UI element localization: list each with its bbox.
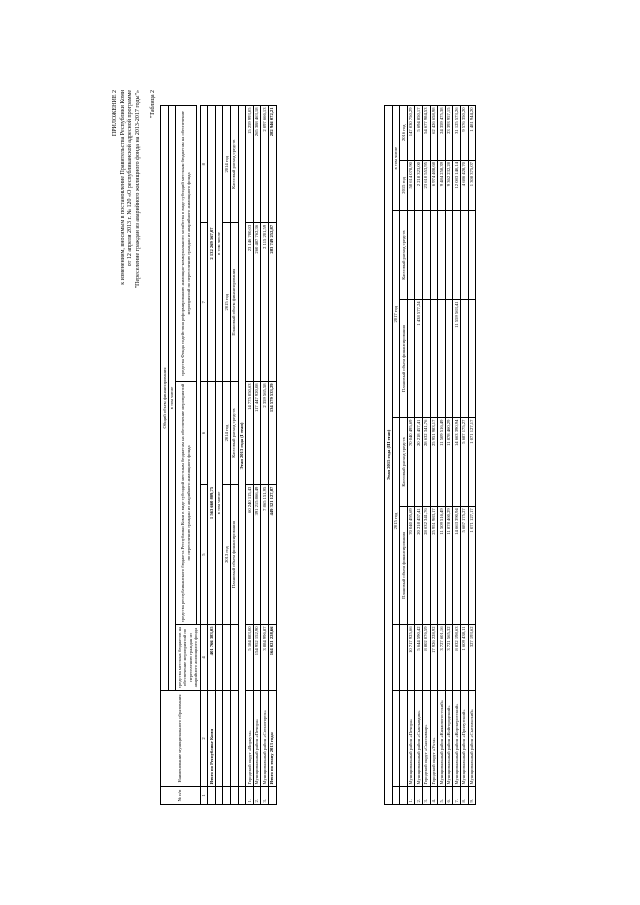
total-c13: 134 579 533,29 — [268, 381, 276, 484]
year-2015: 2015 год — [392, 418, 400, 625]
table-row — [430, 106, 438, 805]
num-4: 4 — [200, 625, 208, 691]
cell-p14: 23 146 700,03 — [246, 223, 254, 382]
num-1: 1 — [200, 787, 208, 805]
col-no: № п/п — [161, 787, 201, 805]
cell-p15: 11 509 516,49 — [438, 506, 446, 624]
cell-p15: 28 632 341,76 — [422, 506, 430, 624]
table-row — [415, 106, 423, 805]
total-name: Итого по этапу 2013 года: — [268, 691, 276, 787]
cell-c15: 1 071 127,17 — [468, 418, 476, 507]
cell-c13: 117 447 920,08 — [253, 381, 261, 484]
cash-header: Кассовый расход средств — [230, 381, 238, 484]
cell-name: Городской округ «Воркута» — [246, 691, 254, 787]
cell-p15: 11 878 460,29 — [445, 506, 453, 624]
finance-table-stage-2015 — [384, 105, 476, 805]
cell-c15: 70 040 495,69 — [407, 418, 415, 507]
cell-pA: 9 362 232,28 — [445, 160, 453, 211]
cell-c15: 14 663 390,94 — [453, 418, 461, 507]
cell-p15: 5 687 175,27 — [460, 506, 468, 624]
appendix-header — [112, 90, 142, 450]
cell-c13: 2 359 565,58 — [261, 381, 269, 484]
cell-pB: 147 030 750,29 — [407, 106, 415, 161]
table-tag: "Таблица 2 — [150, 90, 156, 119]
col-rep: средства республиканского бюджета Республики Коми в виде субсидий местным бюджетам на обеспечение мероприятий по переселению граждан из аварийного жилищного фонда — [176, 381, 196, 624]
cell-p15: 70 040 495,69 — [407, 506, 415, 624]
cell-name: Городской округ «Ухта» — [430, 691, 438, 787]
cell-p17 — [430, 299, 438, 417]
cell-p13: 7 865 151,95 — [261, 485, 269, 625]
num-7: 7 — [200, 223, 208, 382]
cell-local: 3 727 601,16 — [438, 625, 446, 691]
cell-p15: 1 071 127,17 — [468, 506, 476, 624]
cell-name: Муниципальный район «Койгородский» — [445, 691, 453, 787]
cell-name: Муниципальный район «Прилузский» — [460, 691, 468, 787]
cell-no: 1. — [407, 787, 415, 805]
col-fund: средства Фонда содействия реформированию жилищно-коммунального хозяйства в виде субсидий местным бюджетам на обеспечение мероприятий по переселению граждан из аварийного жилищного фонда — [176, 106, 196, 382]
cell-no: 6. — [445, 787, 453, 805]
cell-pA: 4 686 428,70 — [460, 160, 468, 211]
total-rep: 1 563 660 809,75 — [208, 381, 216, 624]
cell-p15: 25 951 983,17 — [430, 506, 438, 624]
cell-name: Муниципальный район «Печора» — [407, 691, 415, 787]
table-row — [246, 106, 254, 805]
header-line: ПРИЛОЖЕНИЕ 2 — [112, 90, 118, 137]
cell-no: 8. — [460, 787, 468, 805]
cash-header: Кассовый расход средств — [400, 418, 408, 507]
cell-p13: 60 240 115,43 — [246, 485, 254, 625]
cell-c17 — [453, 211, 461, 300]
cell-local: 17 926 228,92 — [430, 625, 438, 691]
cell-pA: 2 218 323,00 — [415, 160, 423, 211]
header-line: "Переселение граждан из аварийного жилищного фонда на 2013-2017 годы"» — [134, 90, 141, 289]
cell-p17 — [468, 299, 476, 417]
table-row — [407, 106, 415, 805]
table-row — [261, 106, 269, 805]
cell-c15: 11 878 460,29 — [445, 418, 453, 507]
cell-c17 — [468, 211, 476, 300]
cell-pB: 24 359 475,38 — [438, 106, 446, 161]
plan-header: Плановый объем финансирования — [230, 485, 238, 625]
cell-name: Муниципальный район «Печора» — [253, 691, 261, 787]
cell-c15: 5 687 175,27 — [460, 418, 468, 507]
cell-no: 2. — [253, 787, 261, 805]
cell-pB: 23 393 957,15 — [445, 106, 453, 161]
table-row — [453, 106, 461, 805]
cell-pA: 12 083 140,14 — [453, 160, 461, 211]
year-2015: 2015 год — [223, 223, 231, 382]
cell-c17 — [407, 211, 415, 300]
cell-pA: 23 610 553,95 — [422, 160, 430, 211]
cell-local: 8 802 076,59 — [422, 625, 430, 691]
cell-name: Муниципальный район «Сосногорск» — [261, 691, 269, 787]
header-line: к изменениям, вносимым в постановление Правительства Республики Коми — [119, 90, 126, 285]
cell-no: 2. — [415, 787, 423, 805]
cell-no: 3. — [261, 787, 269, 805]
num-6: 6 — [200, 381, 208, 484]
cell-p17 — [438, 299, 446, 417]
cell-c14: 2 097 666,13 — [261, 106, 269, 223]
cell-local: 154 952 152,90 — [253, 625, 261, 691]
total-fund: 2 132 269 567,07 — [208, 106, 216, 382]
col-name: Наименование муниципального образования — [161, 691, 201, 787]
stage-total-row — [268, 106, 276, 805]
cell-pB: 62 426 658,98 — [430, 106, 438, 161]
stage-label: Этап 2015 года (III этап) — [385, 106, 393, 805]
cell-c15: 11 509 516,49 — [438, 418, 446, 507]
cell-pB: 5 694 850,17 — [415, 106, 423, 161]
cell-p14: 260 487 762,36 — [253, 223, 261, 382]
cell-pB: 31 125 573,26 — [453, 106, 461, 161]
table-row — [468, 106, 476, 805]
finance-table-stage-2013 — [160, 105, 277, 805]
year-2016b: 2016 год — [400, 106, 408, 161]
table-row — [253, 106, 261, 805]
cell-p17 — [460, 299, 468, 417]
plan-header: Плановый объем финансирования — [400, 506, 408, 624]
subhdr-incl-2: в том числе — [215, 106, 223, 382]
cell-local: 1 609 438,11 — [460, 625, 468, 691]
cell-no: 5. — [438, 787, 446, 805]
subhdr-incl: в том числе — [392, 106, 400, 211]
num-2: 2 — [200, 691, 208, 787]
cell-p17 — [422, 299, 430, 417]
cell-name: Муниципальный район «Сысольский» — [468, 691, 476, 787]
cell-local: 8 832 198,63 — [453, 625, 461, 691]
header-line: от 12 апреля 2013 г. № 120 «О республиканской адресной программе — [127, 90, 133, 267]
cell-no: 3. — [422, 787, 430, 805]
cell-local: 3 721 565,32 — [445, 625, 453, 691]
year-2014: 2014 год — [223, 381, 231, 484]
total-p14: 283 749 252,87 — [268, 223, 276, 382]
cell-pA: 6 974 408,68 — [430, 160, 438, 211]
cell-no: 7. — [453, 787, 461, 805]
cell-pA: 58 614 078,90 — [407, 160, 415, 211]
cell-local: 5 184 083,00 — [246, 625, 254, 691]
cell-p15: 14 663 390,94 — [453, 506, 461, 624]
cash-header: Кассовый расход средств — [400, 211, 408, 300]
cell-pB: 54 677 984,53 — [422, 106, 430, 161]
total-p13: 449 321 127,87 — [268, 485, 276, 625]
cell-local: 3 884 996,87 — [261, 625, 269, 691]
plan-header: Плановый объем финансирования — [230, 223, 238, 382]
table-row — [445, 106, 453, 805]
cell-c17 — [415, 211, 423, 300]
table-row — [422, 106, 430, 805]
table-row — [460, 106, 468, 805]
cell-c17 — [422, 211, 430, 300]
stage-label: Этап 2013 года (I этап) — [238, 106, 246, 787]
num-8: 8 — [200, 106, 208, 223]
cell-p17 — [445, 299, 453, 417]
cell-name: Муниципальный район «Сыктывдин» — [415, 691, 423, 787]
cell-p17: 11 559 563,41 — [453, 299, 461, 417]
year-2017: 2017 год — [392, 211, 400, 418]
cell-p14: 2 115 201,59 — [261, 223, 269, 382]
cell-name: Городской округ «Сыктывкар» — [422, 691, 430, 787]
year-2014b: 2014 год — [223, 106, 231, 223]
cell-p17: 1 438 577,24 — [415, 299, 423, 417]
cell-local: 327 193,62 — [468, 625, 476, 691]
cell-c17 — [460, 211, 468, 300]
cell-pB: 9 576 350,20 — [460, 106, 468, 161]
cell-c14: 15 259 993,05 — [246, 106, 254, 223]
cell-c17 — [445, 211, 453, 300]
cell-c17 — [430, 211, 438, 300]
year-2013: 2013 год — [223, 485, 231, 625]
cell-pA: 9 484 258,39 — [438, 160, 446, 211]
cell-p13: 391 215 866,49 — [253, 485, 261, 625]
cash-header: Кассовый расход средств — [230, 106, 238, 223]
cell-no: 4. — [430, 787, 438, 805]
plan-header: Плановый объем финансирования — [400, 299, 408, 417]
total-local: 401 766 383,05 — [208, 625, 216, 691]
cell-c15: 20 218 457,41 — [415, 418, 423, 507]
num-5: 5 — [200, 485, 208, 625]
cell-c15: 28 632 341,76 — [422, 418, 430, 507]
cell-c15: 25 951 983,17 — [430, 418, 438, 507]
total-label: Итого по Республике Коми — [208, 691, 216, 787]
col-local: средства местных бюджетов на обеспечение мероприятий по переселению граждан из аварийного жилищного фонда — [176, 625, 200, 691]
cell-c14: 265 388 463,18 — [253, 106, 261, 223]
cell-local: 10 717 925,66 — [407, 625, 415, 691]
col-incl: в том числе — [168, 106, 176, 691]
cell-c17 — [438, 211, 446, 300]
subhdr-incl: в том числе — [215, 381, 223, 624]
total-c14: 282 946 072,21 — [268, 106, 276, 223]
cell-name: Муниципальный район «Корткеросский» — [453, 691, 461, 787]
cell-pB: 1 481 944,20 — [468, 106, 476, 161]
cell-local: 5 644 590,42 — [415, 625, 423, 691]
year-2015b: 2015 год — [400, 160, 408, 211]
cell-pA: 1 308 375,07 — [468, 160, 476, 211]
cell-c13: 14 775 050,63 — [246, 381, 254, 484]
col-total: Общий объем финансирования — [161, 106, 169, 691]
total-local: 164 021 228,66 — [268, 625, 276, 691]
cell-p15: 20 218 457,41 — [415, 506, 423, 624]
cell-no: 9. — [468, 787, 476, 805]
cell-no: 1. — [246, 787, 254, 805]
cell-p17 — [407, 299, 415, 417]
table-row — [438, 106, 446, 805]
cell-name: Муниципальный район «Княжпогостский» — [438, 691, 446, 787]
